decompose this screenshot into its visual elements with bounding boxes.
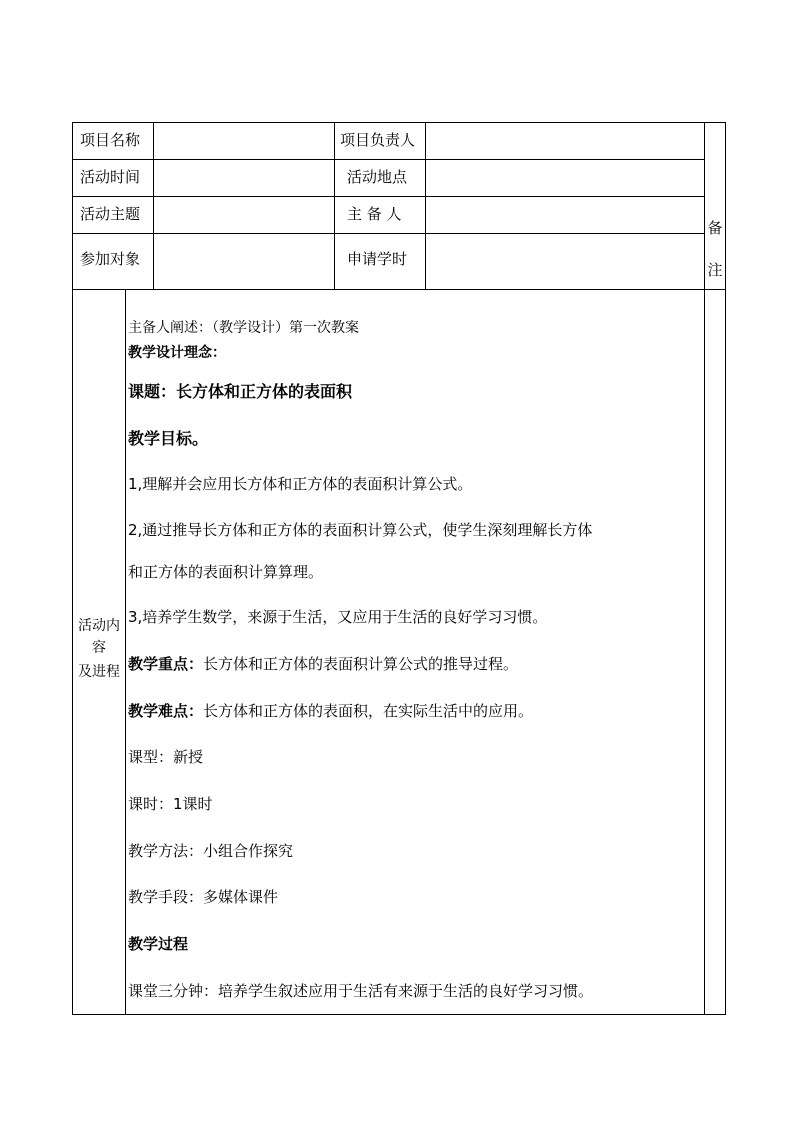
notes-column-cell [704,289,726,1015]
credit-hours-value-cell[interactable] [425,233,705,290]
project-name-value-cell[interactable] [153,122,335,160]
activity-place-label: 活动地点 [347,168,408,186]
participants-label: 参加对象 [80,250,141,268]
key-point [128,653,518,674]
teaching-means: 教学手段：多媒体课件 [128,888,279,906]
goals-heading: 教学目标。 [128,429,209,448]
lesson-hours: 课时：1课时 [128,795,213,813]
activity-label-line1: 活动内 [78,618,120,634]
teaching-method: 教学方法：小组合作探究 [128,842,294,860]
goal-2-line1: 2,通过推导长方体和正方体的表面积计算公式，使学生深刻理解长方体 [128,521,593,539]
difficulty-point [128,700,533,721]
preparer-label: 主 备 人 [347,205,402,223]
participants-value-cell[interactable] [153,233,335,290]
activity-time-value-cell[interactable] [153,159,335,197]
notes-label-bottom: 注 [707,261,723,279]
activity-label-line3: 及进程 [78,664,120,680]
design-concept-heading: 教学设计理念： [128,345,226,361]
activity-time-label: 活动时间 [80,168,141,186]
process-heading: 教学过程 [128,935,189,953]
key-point-label: 教学重点： [128,655,204,673]
activity-label-line2: 容 [92,640,106,656]
difficulty-label: 教学难点： [128,702,204,720]
goal-2-line2: 和正方体的表面积计算算理。 [128,563,324,581]
preparer-value-cell[interactable] [425,196,705,234]
difficulty-text: 长方体和正方体的表面积，在实际生活中的应用。 [203,702,534,720]
three-minutes-line: 课堂三分钟：培养学生叙述应用于生活有来源于生活的良好学习习惯。 [128,982,594,1000]
project-lead-label: 项目负责人 [340,131,416,149]
project-lead-value-cell[interactable] [425,122,705,160]
intro-line: 主备人阐述：（教学设计）第一次教案 [128,320,359,336]
topic-heading: 课题：长方体和正方体的表面积 [128,382,353,401]
goal-1: 1,理解并会应用长方体和正方体的表面积计算公式。 [128,475,473,493]
notes-label-top: 备 [707,219,723,237]
project-name-label: 项目名称 [80,131,141,149]
key-point-text: 长方体和正方体的表面积计算公式的推导过程。 [203,655,519,673]
lesson-type: 课型：新授 [128,748,204,766]
activity-theme-value-cell[interactable] [153,196,335,234]
goal-3: 3,培养学生数学，来源于生活，又应用于生活的良好学习习惯。 [128,608,548,626]
credit-hours-label: 申请学时 [347,250,408,268]
activity-place-value-cell[interactable] [425,159,705,197]
activity-theme-label: 活动主题 [80,205,141,223]
